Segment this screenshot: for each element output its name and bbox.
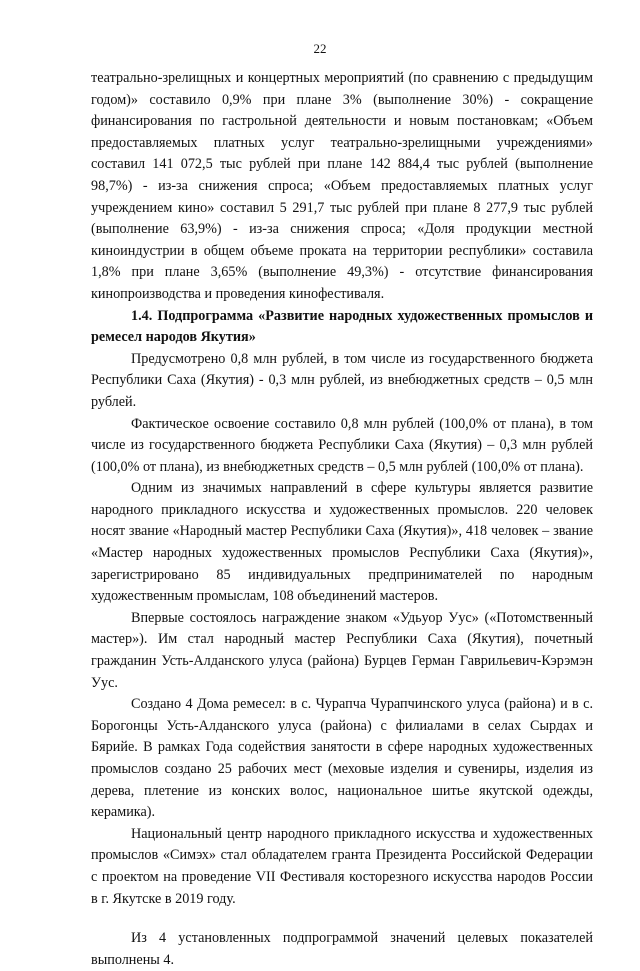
paragraph-crafts-development: Одним из значимых направлений в сфере культуры является развитие народного прикладного искусства и художественных промыслов. 220 человек носят звание «Народный мастер Республики Саха (Якутия)», 418 человек – звание «Мастер народных художественных промыслов Республики Саха (Якутия)», зарегистрировано 85 индивидуальных предпринимателей по народным художественным промыслам, 108 объединений мастеров. (91, 480, 593, 605)
page-number: 22 (313, 41, 327, 56)
paragraph-award: Впервые состоялось награждение знаком «Удьуор Уус» («Потомственный мастер»). Им стал народный мастер Республики Саха (Якутия), почетный гражданин Усть-Алданского улуса (района) Бурцев Герман Гаврильевич-Кэрэмэн Уус. (91, 609, 593, 691)
paragraph-planned-funding: Предусмотрено 0,8 млн рублей, в том числе из государственного бюджета Республики Саха (Якутия) - 0,3 млн рублей, из внебюджетных средств – 0,5 млн рублей. (91, 350, 593, 410)
spacer (91, 910, 593, 928)
paragraph-continuation: театрально-зрелищных и концертных мероприятий (по сравнению с предыдущим годом)» составило 0,9% при плане 3% (выполнение 30%) - сокращение финансирования по гастрольной деятельности и новым постановкам; «Объем предоставляемых платных услуг театрально-зрелищными учреждениями» составил 141 072,5 тыс рублей при плане 142 884,4 тыс рублей (выполнение 98,7%) - из-за снижения спроса; «Объем предоставляемых платных услуг учреждением кино» составил 5 291,7 тыс рублей при плане 8 277,9 тыс рублей (выполнение 63,9%) - из-за снижения спроса; «Доля продукции местной киноиндустрии в общем объеме проката на территории республики» составила 1,8% при плане 3,65% (выполнение 49,3%) - отсутствие финансирования кинопроизводства и проведения кинофестиваля. (91, 70, 593, 302)
paragraph-craft-houses: Создано 4 Дома ремесел: в с. Чурапча Чурапчинского улуса (района) и в с. Борогонцы Усть-Алданского улуса (района) с филиалами в селах Сырдах и Бярийе. В рамках Года содействия занятости в сфере народных художественных промыслов создано 25 рабочих мест (меховые изделия и сувениры, изделия из дерева, плетение из конских волос, национальное шитье якутской одежды, керамика). (91, 696, 593, 821)
paragraph-grant: Национальный центр народного прикладного искусства и художественных промыслов «Симэх» стал обладателем гранта Президента Российской Федерации с проектом на проведение VII Фестиваля косторезного искусства народов России в г. Якутске в 2019 году. (91, 825, 593, 907)
section-heading: 1.4. Подпрограмма «Развитие народных художественных промыслов и ремесел народов Якутия» (91, 307, 593, 346)
paragraph-actual-funding: Фактическое освоение составило 0,8 млн рублей (100,0% от плана), в том числе из государственного бюджета Республики Саха (Якутия) – 0,3 млн рублей (100,0% от плана), из внебюджетных средств – 0,5 млн рублей (100,0% от плана). (91, 415, 593, 475)
paragraph-indicators-summary: Из 4 установленных подпрограммой значений целевых показателей выполнены 4. (91, 930, 593, 968)
document-body (91, 68, 593, 971)
